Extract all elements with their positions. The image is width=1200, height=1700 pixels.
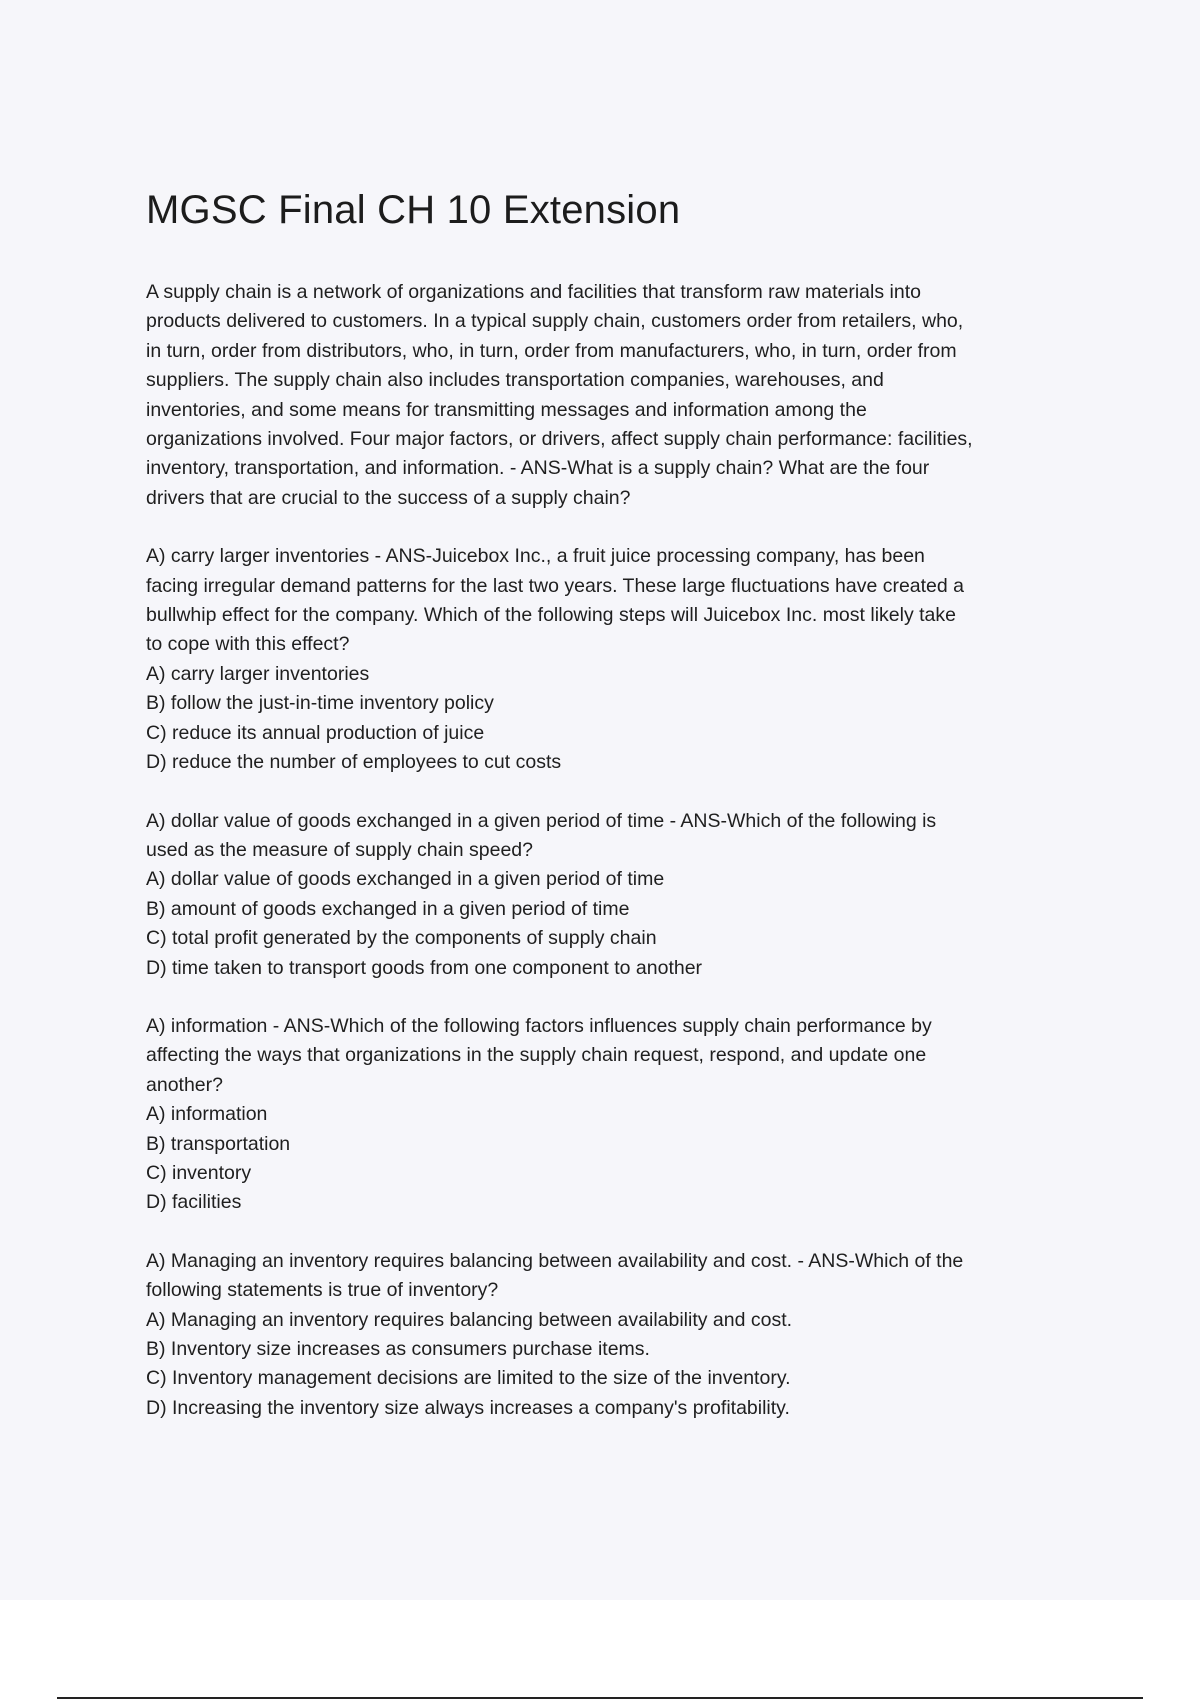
- text-line: used as the measure of supply chain speed?: [146, 838, 534, 861]
- text-line: C) Inventory management decisions are limited to the size of the inventory.: [146, 1367, 791, 1390]
- text-line: D) time taken to transport goods from one component to another: [146, 956, 703, 979]
- text-line: another?: [146, 1073, 223, 1096]
- text-line: A) Managing an inventory requires balancing between availability and cost. - ANS-Which of the: [146, 1249, 964, 1272]
- question-block: [146, 1247, 1096, 1423]
- text-line: D) reduce the number of employees to cut costs: [146, 751, 562, 774]
- text-line: in turn, order from distributors, who, in turn, order from manufacturers, who, in turn, order from: [146, 339, 957, 362]
- text-line: affecting the ways that organizations in the supply chain request, respond, and update one: [146, 1044, 927, 1067]
- text-line: suppliers. The supply chain also includes transportation companies, warehouses, and: [146, 369, 884, 392]
- text-line: A) carry larger inventories - ANS-Juicebox Inc., a fruit juice processing company, has been: [146, 545, 925, 568]
- text-line: A) carry larger inventories: [146, 662, 370, 685]
- text-line: D) Increasing the inventory size always increases a company's profitability.: [146, 1396, 790, 1419]
- text-line: bullwhip effect for the company. Which of the following steps will Juicebox Inc. most likely take: [146, 604, 956, 627]
- document-title: MGSC Final CH 10 Extension: [146, 188, 681, 232]
- question-block: [146, 807, 1096, 983]
- document-content: [146, 180, 1096, 1452]
- text-line: D) facilities: [146, 1191, 242, 1214]
- bottom-divider: [57, 1697, 1143, 1699]
- text-line: products delivered to customers. In a typical supply chain, customers order from retailers, who,: [146, 310, 964, 333]
- text-line: C) reduce its annual production of juice: [146, 721, 485, 744]
- text-line: following statements is true of inventory?: [146, 1279, 499, 1302]
- text-line: B) transportation: [146, 1132, 291, 1155]
- question-block: [146, 278, 1096, 513]
- text-line: A) dollar value of goods exchanged in a given period of time - ANS-Which of the following is: [146, 809, 937, 832]
- text-line: drivers that are crucial to the success of a supply chain?: [146, 486, 631, 509]
- text-line: facing irregular demand patterns for the last two years. These large fluctuations have created a: [146, 574, 965, 597]
- text-line: inventory, transportation, and information. - ANS-What is a supply chain? What are the four: [146, 457, 930, 480]
- text-line: A supply chain is a network of organizations and facilities that transform raw materials into: [146, 281, 921, 303]
- text-line: A) information: [146, 1103, 268, 1126]
- question-block: [146, 1012, 1096, 1218]
- text-line: B) follow the just-in-time inventory policy: [146, 692, 494, 715]
- text-line: A) dollar value of goods exchanged in a given period of time: [146, 868, 665, 891]
- text-line: A) Managing an inventory requires balancing between availability and cost.: [146, 1308, 793, 1331]
- text-line: B) Inventory size increases as consumers purchase items.: [146, 1338, 650, 1360]
- text-line: A) information - ANS-Which of the following factors influences supply chain performance by: [146, 1014, 932, 1037]
- text-line: to cope with this effect?: [146, 633, 350, 656]
- text-line: C) total profit generated by the components of supply chain: [146, 927, 657, 950]
- question-block: [146, 542, 1096, 777]
- text-line: C) inventory: [146, 1161, 252, 1184]
- text-line: B) amount of goods exchanged in a given period of time: [146, 897, 630, 920]
- text-line: organizations involved. Four major factors, or drivers, affect supply chain performance: facilities,: [146, 428, 973, 451]
- question-blocks: [146, 278, 1096, 1423]
- text-line: inventories, and some means for transmitting messages and information among the: [146, 398, 867, 421]
